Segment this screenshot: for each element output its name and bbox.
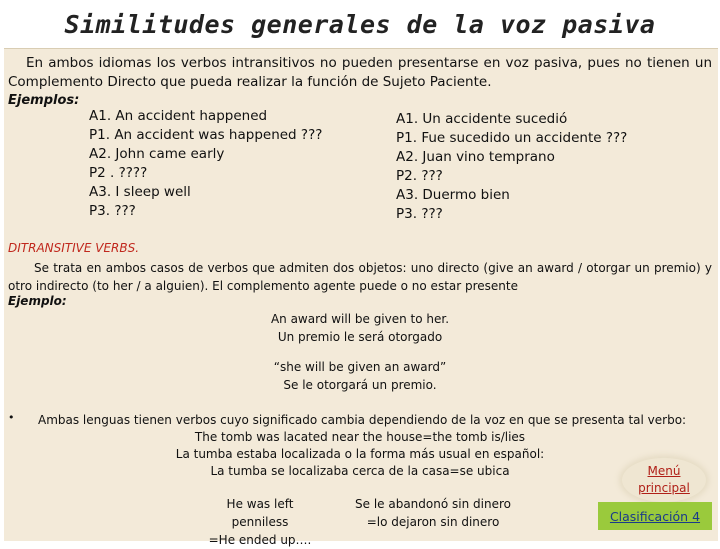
clasificacion-4-label: Clasificación 4 [609, 508, 701, 524]
example-en-a3: A3. I sleep well [89, 184, 191, 200]
page-title: Similitudes generales de la voz pasiva [64, 10, 656, 39]
left-pair-example [200, 495, 320, 549]
example-2-english: “she will be given an award” [273, 360, 447, 374]
example-en-a2: A2. John came early [89, 146, 225, 162]
examples-spanish [396, 110, 627, 224]
example-2-spanish: Se le otorgará un premio. [283, 378, 437, 392]
example-es-p2: P2. ??? [396, 168, 443, 184]
right-pair-example [348, 495, 518, 531]
clasificacion-4-link[interactable] [598, 502, 712, 530]
left-pair-line-2: =He ended up…. [208, 533, 312, 547]
examples-english [89, 107, 322, 221]
example-es-a2: A2. Juan vino temprano [396, 149, 555, 165]
ditransitive-heading: DITRANSITIVE VERBS. [8, 241, 140, 255]
example-es-p1: P1. Fue sucedido un accidente ??? [396, 130, 628, 146]
ditransitive-example-2 [160, 358, 560, 394]
example-1-spanish: Un premio le será otorgado [277, 330, 443, 344]
intro-paragraph [8, 54, 712, 92]
right-pair-line-2: =lo dejaron sin dinero [366, 515, 500, 529]
bullet-marker: • [8, 411, 15, 424]
example-1-english: An award will be given to her. [270, 312, 450, 326]
example-en-p1: P1. An accident was happened ??? [89, 127, 323, 143]
ditransitive-paragraph [8, 259, 712, 295]
menu-principal-link[interactable] [622, 458, 706, 502]
example-en-a1: A1. An accident happened [89, 108, 268, 124]
tomb-line-1: The tomb was lacated near the house=the tomb is/lies [194, 430, 526, 444]
ditransitive-text: Se trata en ambos casos de verbos que admiten dos objetos: uno directo (give an award / otorgar un premio) y otro indirecto (to her / a alguien). El complemento agente puede o no estar presente [8, 261, 712, 293]
example-es-p3: P3. ??? [396, 206, 443, 222]
left-pair-line-1: He was left penniless [226, 497, 294, 529]
right-pair-line-1: Se le abandonó sin dinero [355, 497, 511, 511]
tomb-examples [160, 429, 560, 480]
example-es-a1: A1. Un accidente sucedió [396, 111, 568, 127]
examples-label: Ejemplos: [8, 93, 80, 108]
intro-text: En ambos idiomas los verbos intransitivos no pueden presentarse en voz pasiva, pues no tienen un Complemento Directo que pueda realizar la función de Sujeto Paciente. [8, 55, 712, 90]
tomb-line-3: La tumba se localizaba cerca de la casa=se ubica [210, 464, 510, 478]
ditransitive-example-1 [160, 310, 560, 346]
example-label: Ejemplo: [8, 294, 67, 308]
tomb-line-2: La tumba estaba localizada o la forma más usual en español: [175, 447, 545, 461]
example-es-a3: A3. Duermo bien [396, 187, 510, 203]
bullet-text: Ambas lenguas tienen verbos cuyo significado cambia dependiendo de la voz en que se presenta tal verbo: [38, 413, 687, 427]
example-en-p3: P3. ??? [89, 203, 136, 219]
example-en-p2: P2 . ???? [89, 165, 148, 181]
menu-principal-label: Menú principal [638, 464, 690, 495]
